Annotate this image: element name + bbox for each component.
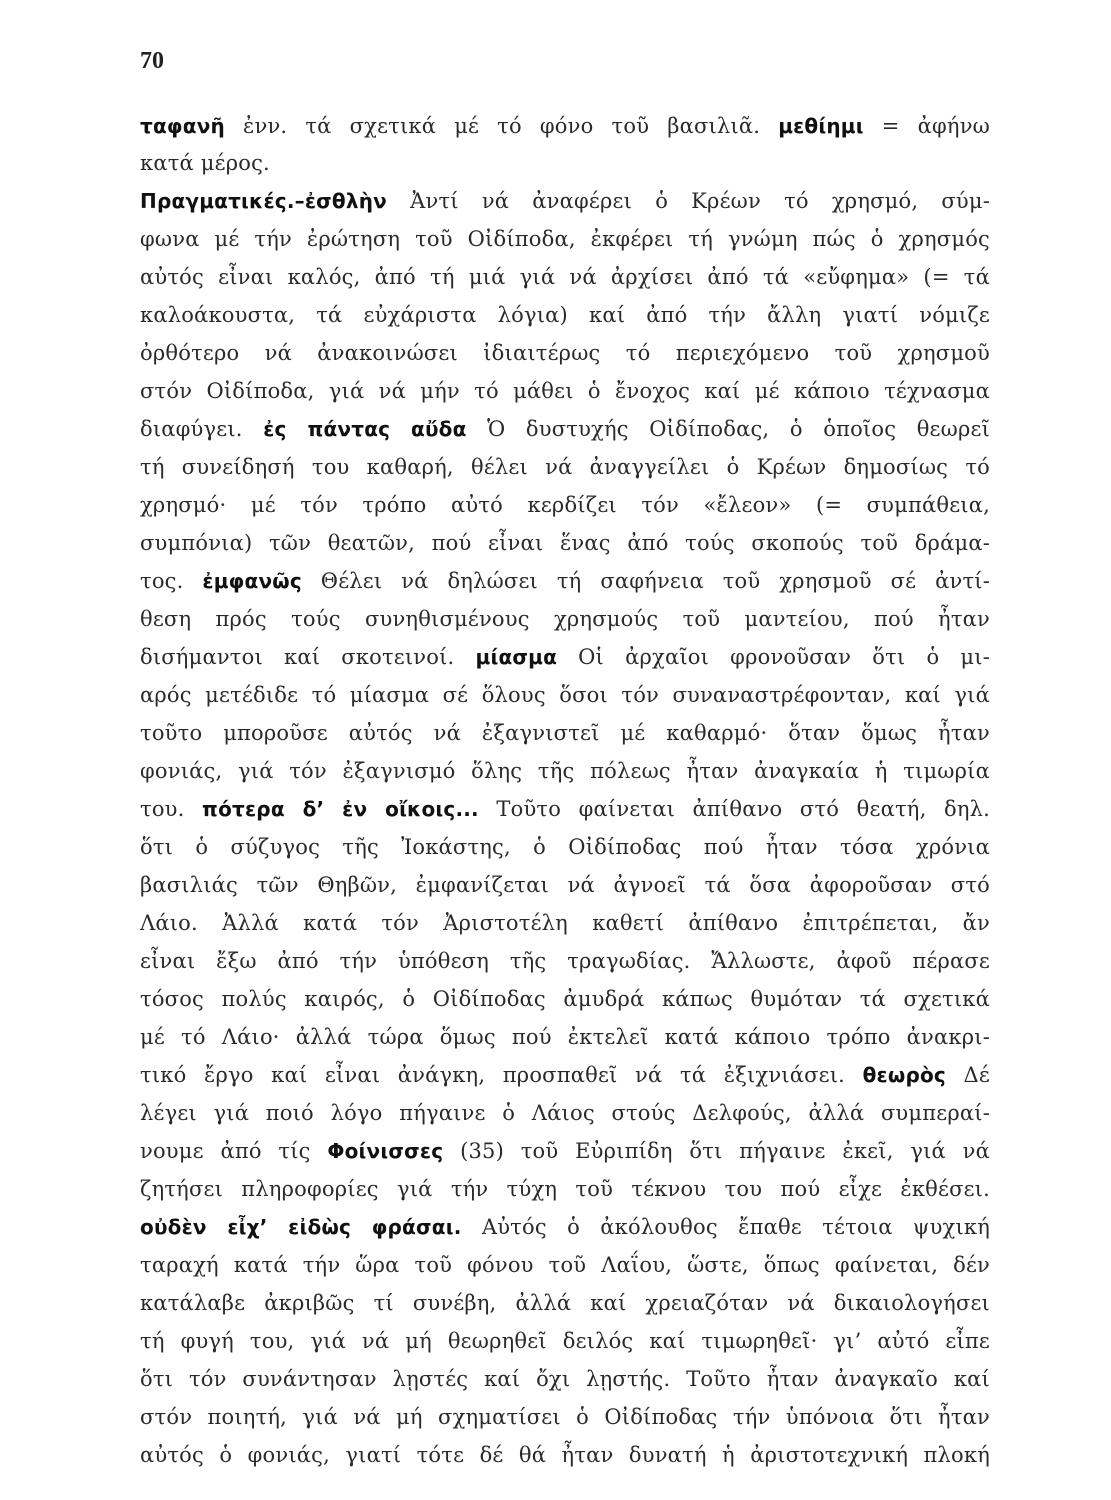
text-line [140, 981, 990, 1017]
text-segment: = ἀφήνω [863, 114, 991, 138]
text-segment: τόσος πολύς καιρός, ὁ Οἰδίποδας ἀμυδρά κάπως θυμόταν τά σχετικά [140, 987, 990, 1011]
text-line [140, 221, 990, 257]
text-line [140, 1095, 990, 1131]
text-line [140, 487, 990, 523]
text-segment: μέ τό Λάιο· ἀλλά τώρα ὅμως πού ἐκτελεῖ κατά κάποιο τρόπο ἀνακρι- [140, 1025, 990, 1049]
text-segment: κατάλαβε ἀκριβῶς τί συνέβη, ἀλλά καί χρειαζόταν νά δικαιολογήσει [140, 1291, 990, 1315]
text-line [140, 1399, 990, 1435]
text-segment: ζητήσει πληροφορίες γιά τήν τύχη τοῦ τέκνου του πού εἶχε ἐκθέσει. [140, 1177, 990, 1201]
text-segment: ὅτι ὁ σύζυγος τῆς Ἰοκάστης, ὁ Οἰδίποδας πού ἦταν τόσα χρόνια [140, 835, 990, 859]
text-segment: καλοάκουστα, τά εὐχάριστα λόγια) καί ἀπό τήν ἄλλη γιατί νόμιζε [140, 303, 990, 327]
text-line [140, 259, 990, 295]
text-line [140, 563, 990, 599]
text-line [140, 335, 990, 371]
text-line [140, 411, 990, 447]
text-segment: ὀρθότερο νά ἀνακοινώσει ἰδιαιτέρως τό περιεχόμενο τοῦ χρησμοῦ [140, 341, 990, 365]
text-line [140, 108, 990, 144]
text-segment: (35) τοῦ Εὐριπίδη ὅτι πήγαινε ἐκεῖ, γιά νά [443, 1139, 990, 1163]
lemma-term: πότερα δ’ ἐν οἴκοις... [202, 797, 479, 821]
text-segment: τοῦτο μποροῦσε αὐτός νά ἐξαγνιστεῖ μέ καθαρμό· ὅταν ὅμως ἦταν [140, 721, 990, 745]
text-line [140, 601, 990, 637]
text-segment: του. [140, 797, 203, 821]
text-segment: Αὐτός ὁ ἀκόλουθος ἔπαθε τέτοια ψυχική [461, 1215, 991, 1239]
text-line [140, 183, 990, 219]
text-line [140, 449, 990, 485]
lemma-term: ἐμφανῶς [202, 569, 302, 593]
text-line [140, 1285, 990, 1321]
text-segment: Ὁ δυστυχής Οἰδίποδας, ὁ ὁποῖος θεωρεῖ [466, 417, 991, 441]
text-line [140, 1171, 990, 1207]
text-segment: συμπόνια) τῶν θεατῶν, πού εἶναι ἕνας ἀπό τούς σκοπούς τοῦ δράμα- [140, 531, 990, 555]
text-segment: στόν ποιητή, γιά νά μή σχηματίσει ὁ Οἰδίποδας τήν ὑπόνοια ὅτι ἦταν [140, 1405, 990, 1429]
text-segment: αρός μετέδιδε τό μίασμα σέ ὅλους ὅσοι τόν συναναστρέφονταν, καί γιά [140, 683, 990, 707]
text-line [140, 829, 990, 865]
text-line [140, 1019, 990, 1055]
text-line [140, 639, 990, 675]
lemma-term: Φοίνισσες [327, 1139, 444, 1163]
text-segment: τος. [140, 569, 203, 593]
text-line [140, 1133, 990, 1169]
text-segment: Θέλει νά δηλώσει τή σαφήνεια τοῦ χρησμοῦ σέ ἀντί- [301, 569, 990, 593]
lemma-term: Πραγματικές.–ἐσθλὴν [140, 189, 387, 213]
lemma-term: θεωρὸς [862, 1063, 946, 1087]
text-segment: τικό ἔργο καί εἶναι ἀνάγκη, προσπαθεῖ νά τά ἐξιχνιάσει. [140, 1063, 863, 1087]
text-segment: Τοῦτο φαίνεται ἀπίθανο στό θεατή, δηλ. [478, 797, 990, 821]
text-line [140, 1437, 990, 1473]
text-segment: τή συνείδησή του καθαρή, θέλει νά ἀναγγείλει ὁ Κρέων δημοσίως τό [140, 455, 990, 479]
text-segment: φωνα μέ τήν ἐρώτηση τοῦ Οἰδίποδα, ἐκφέρει τή γνώμη πώς ὁ χρησμός [140, 227, 990, 251]
text-line [140, 943, 990, 979]
lemma-term: ταφανῆ [140, 114, 225, 138]
text-line [140, 297, 990, 333]
text-segment: δισήμαντοι καί σκοτεινοί. [140, 645, 476, 669]
text-line [140, 1323, 990, 1359]
lemma-term: μίασμα [475, 645, 558, 669]
text-segment: ἐνν. τά σχετικά μέ τό φόνο τοῦ βασιλιᾶ. [224, 114, 779, 138]
text-line [140, 791, 990, 827]
text-segment: αὐτός εἶναι καλός, ἀπό τή μιά γιά νά ἀρχίσει ἀπό τά «εὔφημα» (= τά [140, 265, 990, 289]
text-line [140, 905, 990, 941]
text-segment: ταραχή κατά τήν ὥρα τοῦ φόνου τοῦ Λαΐου, ὥστε, ὅπως φαίνεται, δέν [140, 1253, 990, 1277]
text-line [140, 145, 990, 181]
text-segment: εἶναι ἔξω ἀπό τήν ὑπόθεση τῆς τραγωδίας. Ἄλλωστε, ἀφοῦ πέρασε [140, 949, 990, 973]
text-segment: ὅτι τόν συνάντησαν λῃστές καί ὄχι λῃστής. Τοῦτο ἦταν ἀναγκαῖο καί [140, 1367, 990, 1391]
text-segment: στόν Οἰδίποδα, γιά νά μήν τό μάθει ὁ ἔνοχος καί μέ κάποιο τέχνασμα [140, 379, 990, 403]
lemma-term: οὐδὲν εἶχ’ εἰδὼς φράσαι. [140, 1215, 462, 1239]
text-line [140, 373, 990, 409]
text-line [140, 1209, 990, 1245]
text-line [140, 525, 990, 561]
text-line [140, 715, 990, 751]
text-segment: Λάιο. Ἀλλά κατά τόν Ἀριστοτέλη καθετί ἀπίθανο ἐπιτρέπεται, ἄν [140, 911, 990, 935]
text-segment: χρησμό· μέ τόν τρόπο αὐτό κερδίζει τόν «ἔλεον» (= συμπάθεια, [140, 493, 990, 517]
text-line [140, 1247, 990, 1283]
text-line [140, 867, 990, 903]
lemma-term: ἐς πάντας αὔδα [263, 417, 467, 441]
text-segment: αὐτός ὁ φονιάς, γιατί τότε δέ θά ἦταν δυνατή ἡ ἀριστοτεχνική πλοκή [140, 1443, 990, 1467]
text-segment: φονιάς, γιά τόν ἐξαγνισμό ὅλης τῆς πόλεως ἦταν ἀναγκαία ἡ τιμωρία [140, 759, 990, 783]
text-segment: Οἱ ἀρχαῖοι φρονοῦσαν ὅτι ὁ μι- [557, 645, 990, 669]
text-segment: Δέ [945, 1063, 991, 1087]
text-segment: λέγει γιά ποιό λόγο πήγαινε ὁ Λάιος στούς Δελφούς, ἀλλά συμπεραί- [140, 1101, 990, 1125]
text-segment: βασιλιάς τῶν Θηβῶν, ἐμφανίζεται νά ἀγνοεῖ τά ὅσα ἀφοροῦσαν στό [140, 873, 990, 897]
text-segment: τή φυγή του, γιά νά μή θεωρηθεῖ δειλός καί τιμωρηθεῖ· γι’ αὐτό εἶπε [140, 1329, 990, 1353]
text-line [140, 753, 990, 789]
text-line [140, 1057, 990, 1093]
text-line [140, 677, 990, 713]
text-segment: κατά μέρος. [140, 151, 270, 175]
text-segment: Ἀντί νά ἀναφέρει ὁ Κρέων τό χρησμό, σύμ- [387, 189, 990, 213]
text-line [140, 1361, 990, 1397]
text-segment: νουμε ἀπό τίς [140, 1139, 328, 1163]
text-segment: θεση πρός τούς συνηθισμένους χρησμούς τοῦ μαντείου, πού ἦταν [140, 607, 990, 631]
page-number: 70 [140, 48, 164, 74]
lemma-term: μεθίημι [778, 114, 864, 138]
text-segment: διαφύγει. [140, 417, 264, 441]
